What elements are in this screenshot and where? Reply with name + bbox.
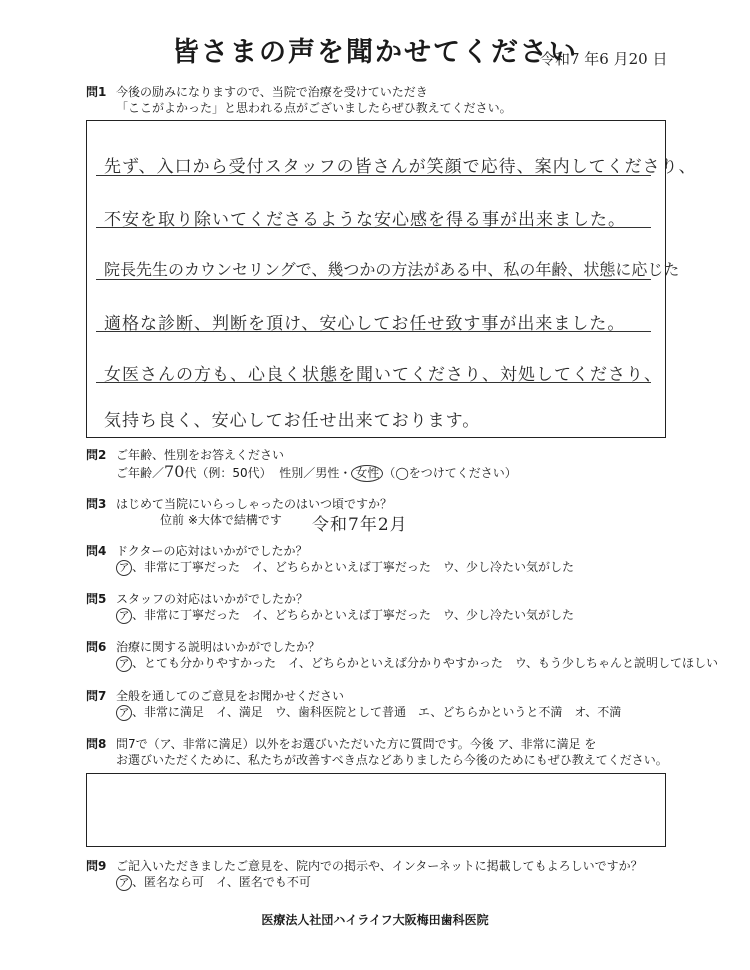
q2-line1: ご年齢、性別をお答えください bbox=[116, 448, 285, 462]
q1-answer-line-3: 院長先生のカウンセリングで、幾つかの方法がある中、私の年齢、状態に応じた bbox=[104, 260, 680, 279]
q5-options-text: 、非常に丁寧だった イ、どちらかといえば丁寧だった ウ、少し冷たい気がした bbox=[132, 608, 574, 622]
q6-question bbox=[86, 639, 320, 656]
q5-question bbox=[86, 591, 308, 608]
q5-number: 問5 bbox=[86, 592, 107, 606]
page-title: 皆さまの声を聞かせてください bbox=[172, 37, 578, 68]
q8-line1: 問7で（ア、非常に満足）以外をお選びいただいた方に質問です。今後 ア、非常に満足 を bbox=[116, 737, 597, 751]
q1-rule-2 bbox=[96, 227, 651, 228]
q1-answer-line-4: 適格な診断、判断を頂け、安心してお任せ致す事が出来ました。 bbox=[104, 314, 626, 334]
q1-question bbox=[86, 84, 428, 101]
q5-selected-mark: ア bbox=[116, 608, 132, 624]
q8-answer-box bbox=[86, 773, 666, 847]
q1-answer-line-5: 女医さんの方も、心良く状態を聞いてくださり、対処してくださり、 bbox=[104, 365, 662, 385]
q1-rule-5 bbox=[96, 382, 651, 383]
q2-female-circled: 女性 bbox=[351, 465, 383, 482]
q8-line2: お選びいただくために、私たちが改善すべき点などありましたら今後のためにもぜひ教えてください。 bbox=[116, 753, 668, 767]
q1-answer-line-1: 先ず、入口から受付スタッフの皆さんが笑顔で応待、案内してくださり、 bbox=[104, 157, 697, 177]
clinic-name-footer: 医療法人社団ハイライフ大阪梅田歯科医院 bbox=[261, 913, 489, 927]
q1-answer-line-2: 不安を取り除いてくださるような安心感を得る事が出来ました。 bbox=[104, 210, 626, 230]
q2-note: （◯をつけてください） bbox=[383, 466, 517, 480]
q8-question bbox=[86, 736, 596, 753]
q7-options bbox=[116, 704, 621, 721]
q4-number: 問4 bbox=[86, 544, 107, 558]
q2-answer-row bbox=[116, 463, 517, 482]
q7-number: 問7 bbox=[86, 689, 107, 703]
q6-line1: 治療に関する説明はいかがでしたか？ bbox=[116, 640, 321, 654]
q6-options bbox=[116, 655, 718, 672]
q9-options bbox=[116, 874, 311, 891]
q9-question bbox=[86, 858, 643, 875]
q9-options-text: 、匿名なら可 イ、匿名でも不可 bbox=[132, 875, 311, 889]
q1-answer-line-6: 気持ち良く、安心してお任せ出来ております。 bbox=[104, 411, 481, 431]
q4-options bbox=[116, 559, 574, 576]
q7-selected-mark: ア bbox=[116, 705, 132, 721]
q2-age-suffix: 代（例：50代） bbox=[184, 466, 272, 480]
handwritten-date: 令和7 年6 月20 日 bbox=[540, 50, 668, 68]
q3-line2: 位前 ※大体で結構です bbox=[160, 513, 282, 527]
q9-number: 問9 bbox=[86, 859, 107, 873]
q1-rule-1 bbox=[96, 175, 651, 176]
q2-male: 男性 bbox=[315, 466, 340, 480]
q5-options bbox=[116, 607, 574, 624]
q2-age-label: ご年齢／ bbox=[116, 466, 165, 480]
q1-line2: 「ここがよかった」と思われる点がございましたらぜひ教えてください。 bbox=[116, 101, 512, 115]
q2-age-value: 70 bbox=[164, 462, 185, 481]
q4-selected-mark: ア bbox=[116, 560, 132, 576]
q7-line1: 全般を通してのご意見をお聞かせください bbox=[116, 689, 345, 703]
q9-selected-mark: ア bbox=[116, 875, 132, 891]
q7-question bbox=[86, 688, 344, 705]
q2-number: 問2 bbox=[86, 448, 107, 462]
q1-rule-4 bbox=[96, 331, 651, 332]
q3-number: 問3 bbox=[86, 497, 107, 511]
q4-options-text: 、非常に丁寧だった イ、どちらかといえば丁寧だった ウ、少し冷たい気がした bbox=[132, 560, 574, 574]
q2-dot: ・ bbox=[339, 466, 352, 480]
q9-line1: ご記入いただきましたご意見を、院内での掲示や、インターネットに掲載してもよろしいですか？ bbox=[116, 859, 643, 873]
q6-selected-mark: ア bbox=[116, 656, 132, 672]
q1-number: 問1 bbox=[86, 85, 107, 99]
q6-number: 問6 bbox=[86, 640, 107, 654]
q6-options-text: 、とても分かりやすかった イ、どちらかといえば分かりやすかった ウ、もう少しちゃんと説明してほしい bbox=[132, 656, 718, 670]
q4-line1: ドクターの応対はいかがでしたか？ bbox=[116, 544, 308, 558]
q2-question bbox=[86, 447, 284, 464]
q3-line1: はじめて当院にいらっしゃったのはいつ頃ですか？ bbox=[116, 497, 393, 511]
q2-gender-label: 性別／ bbox=[279, 466, 316, 480]
q1-rule-3 bbox=[96, 279, 651, 280]
q4-question bbox=[86, 543, 308, 560]
q1-line1: 今後の励みになりますので、当院で治療を受けていただき bbox=[116, 85, 428, 99]
q3-answer: 令和7年2月 bbox=[312, 515, 408, 535]
q7-options-text: 、非常に満足 イ、満足 ウ、歯科医院として普通 エ、どちらかというと不満 オ、不満 bbox=[132, 705, 622, 719]
q8-number: 問8 bbox=[86, 737, 107, 751]
q5-line1: スタッフの対応はいかがでしたか？ bbox=[116, 592, 309, 606]
